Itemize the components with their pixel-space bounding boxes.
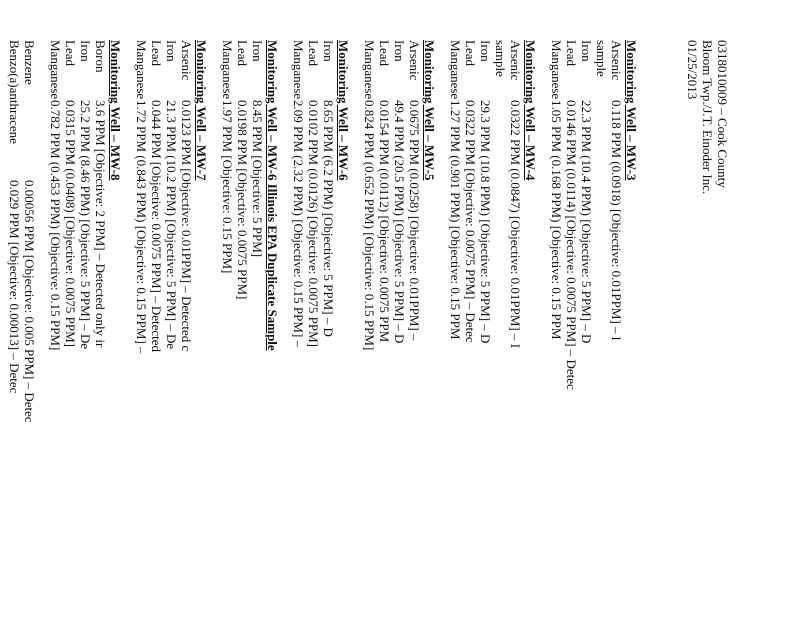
parameter-row xyxy=(291,40,306,620)
section-title: Monitoring Well – MW-7 xyxy=(194,40,209,181)
parameter-row xyxy=(594,40,609,620)
parameter-row xyxy=(134,40,149,620)
parameter-value: 0.782 PPM (0.453 PPM) [Objective: 0.15 PPM] xyxy=(48,100,63,351)
parameter-row xyxy=(579,40,594,620)
parameter-row xyxy=(478,40,493,620)
parameter-row xyxy=(448,40,463,620)
parameter-value: 3.6 PPM [Objective: 2 PPM] – Detected only ir xyxy=(93,100,108,348)
parameter-name: Iron xyxy=(321,40,336,62)
parameter-name: Benzene xyxy=(22,40,37,85)
parameter-value: 25.2 PPM (8.46 PPM) [Objective: 5 PPM] – De xyxy=(78,100,93,350)
parameter-name: Manganese xyxy=(134,40,149,100)
parameter-row xyxy=(493,40,508,620)
parameter-name: Manganese xyxy=(362,40,377,100)
parameter-name: Lead xyxy=(377,40,392,66)
parameter-name: Lead xyxy=(564,40,579,66)
parameter-value: 0.0146 PPM (0.0114) [Objective: 0.0075 PPM] – Detec xyxy=(564,100,579,390)
section xyxy=(362,40,437,620)
parameter-name: Iron xyxy=(250,40,265,62)
parameter-value: 29.3 PPM (10.8 PPM) [Objective: 5 PPM] – D xyxy=(478,100,493,344)
parameter-row xyxy=(564,40,579,620)
parameter-value: 8.45 PPM [Objective: 5 PPM] xyxy=(250,100,265,258)
parameter-row xyxy=(63,40,78,620)
header-line-1: 0318010009 – Cook County xyxy=(715,40,730,188)
parameter-value: 0.0322 PPM [Objective: 0.0075 PPM] – Detec xyxy=(463,100,478,343)
header-line-2: Bloom Twp./J.T. Einoder Inc. xyxy=(700,40,715,195)
parameter-name: Manganese xyxy=(291,40,306,100)
parameter-value: 1.97 PPM [Objective: 0.15 PPM] xyxy=(220,100,235,274)
parameter-row xyxy=(22,40,37,620)
parameter-value: 0.0102 PPM (0.0126) [Objective: 0.0075 PPM] xyxy=(306,100,321,347)
section-title: Monitoring Well – MW-6 Illinois EPA Duplicate Sample xyxy=(265,40,280,351)
parameter-value: 1.27 PPM (0.901 PPM) [Objective: 0.15 PPM xyxy=(448,100,463,340)
parameter-name: Lead xyxy=(235,40,250,66)
parameter-name: Iron xyxy=(392,40,407,62)
parameter-value: 49.4 PPM (20.5 PPM) [Objective: 5 PPM] – D xyxy=(392,100,407,344)
parameter-name: Arsenic xyxy=(508,40,523,81)
parameter-row xyxy=(78,40,93,620)
parameter-row xyxy=(463,40,478,620)
parameter-row xyxy=(362,40,377,620)
parameter-value: 0.0154 PPM (0.0112) [Objective: 0.0075 PPM xyxy=(377,100,392,343)
parameter-name: Iron xyxy=(579,40,594,62)
section xyxy=(134,40,209,620)
parameter-value: 1.05 PPM (0.168 PPM) [Objective: 0.15 PPM xyxy=(549,100,564,340)
parameter-name: Iron xyxy=(164,40,179,62)
section-title: Monitoring Well – MW-8 xyxy=(108,40,123,181)
parameter-row xyxy=(164,40,179,620)
parameter-name: Manganese xyxy=(549,40,564,100)
parameter-name: Manganese xyxy=(448,40,463,100)
parameter-row xyxy=(220,40,235,620)
document-body xyxy=(7,40,730,620)
parameter-row xyxy=(250,40,265,620)
parameter-value xyxy=(493,100,508,620)
parameter-row xyxy=(149,40,164,620)
parameter-value: 0.118 PPM (0.0918) [Objective: 0.01PPM] – l xyxy=(609,100,624,341)
header-line-3: 01/25/2013 xyxy=(685,40,700,100)
parameter-value: 0.0322 PPM (0.0847) [Objective: 0.01PPM] – I xyxy=(508,100,523,349)
parameter-name: sample xyxy=(493,40,508,77)
parameter-value xyxy=(594,100,609,620)
parameter-value: 0.029 PPM [Objective: 0.00013] – Detec xyxy=(7,180,22,394)
section-title: Monitoring Well – MW-5 xyxy=(422,40,437,181)
parameter-row xyxy=(377,40,392,620)
parameter-row xyxy=(7,40,22,620)
parameter-row xyxy=(48,40,63,620)
parameter-name: Arsenic xyxy=(407,40,422,81)
parameter-name: Manganese xyxy=(48,40,63,100)
parameter-row xyxy=(392,40,407,620)
section xyxy=(448,40,538,620)
section xyxy=(291,40,351,620)
section xyxy=(7,40,37,620)
parameter-name: Lead xyxy=(463,40,478,66)
parameter-name: Lead xyxy=(306,40,321,66)
parameter-value: 1.72 PPM (0.843 PPM) [Objective: 0.15 PPM] – xyxy=(134,100,149,354)
parameter-row xyxy=(93,40,108,620)
parameter-name: sample xyxy=(594,40,609,77)
sections xyxy=(7,40,639,620)
parameter-row xyxy=(235,40,250,620)
parameter-row xyxy=(609,40,624,620)
parameter-value: 0.00056 PPM [Objective: 0.005 PPM] – Detec xyxy=(22,180,37,423)
parameter-value: 0.0123 PPM [Objective: 0.01PPM] – Detected c xyxy=(179,100,194,352)
parameter-name: Arsenic xyxy=(179,40,194,81)
section xyxy=(220,40,280,620)
parameter-row xyxy=(321,40,336,620)
parameter-name: Benzo(a)anthracene xyxy=(7,40,22,144)
parameter-name: Lead xyxy=(149,40,164,66)
parameter-value: 22.3 PPM (10.4 PPM) [Objective: 5 PPM] – D xyxy=(579,100,594,344)
parameter-name: Boron xyxy=(93,40,108,73)
parameter-name: Iron xyxy=(78,40,93,62)
parameter-row xyxy=(306,40,321,620)
parameter-value: 0.0675 PPM (0.0258) [Objective: 0.01PPM] – xyxy=(407,100,422,341)
parameter-name: Lead xyxy=(63,40,78,66)
section-title: Monitoring Well – MW-3 xyxy=(624,40,639,181)
section-title: Monitoring Well – MW-6 xyxy=(336,40,351,181)
parameter-name: Iron xyxy=(478,40,493,62)
parameter-row xyxy=(179,40,194,620)
parameter-row xyxy=(407,40,422,620)
parameter-name: Arsenic xyxy=(609,40,624,81)
parameter-value: 0.0315 PPM (0.0408) [Objective: 0.0075 PPM] xyxy=(63,100,78,347)
section xyxy=(48,40,123,620)
parameter-name: Manganese xyxy=(220,40,235,100)
parameter-value: 21.3 PPM (10.2 PPM) [Objective: 5 PPM] – De xyxy=(164,100,179,350)
parameter-value: 2.09 PPM (2.32 PPM) [Objective: 0.15 PPM] – xyxy=(291,100,306,348)
parameter-value: 0.0198 PPM [Objective: 0.0075 PPM] xyxy=(235,100,250,300)
parameter-value: 0.824 PPM (0.652 PPM) [Objective: 0.15 PPM] xyxy=(362,100,377,351)
section xyxy=(549,40,639,620)
parameter-row xyxy=(549,40,564,620)
section-title: Monitoring Well – MW-4 xyxy=(523,40,538,181)
parameter-value: 8.65 PPM (6.2 PPM) [Objective: 5 PPM] – D xyxy=(321,100,336,337)
parameter-row xyxy=(508,40,523,620)
parameter-value: 0.044 PPM [Objective: 0.0075 PPM] – Detected xyxy=(149,100,164,353)
